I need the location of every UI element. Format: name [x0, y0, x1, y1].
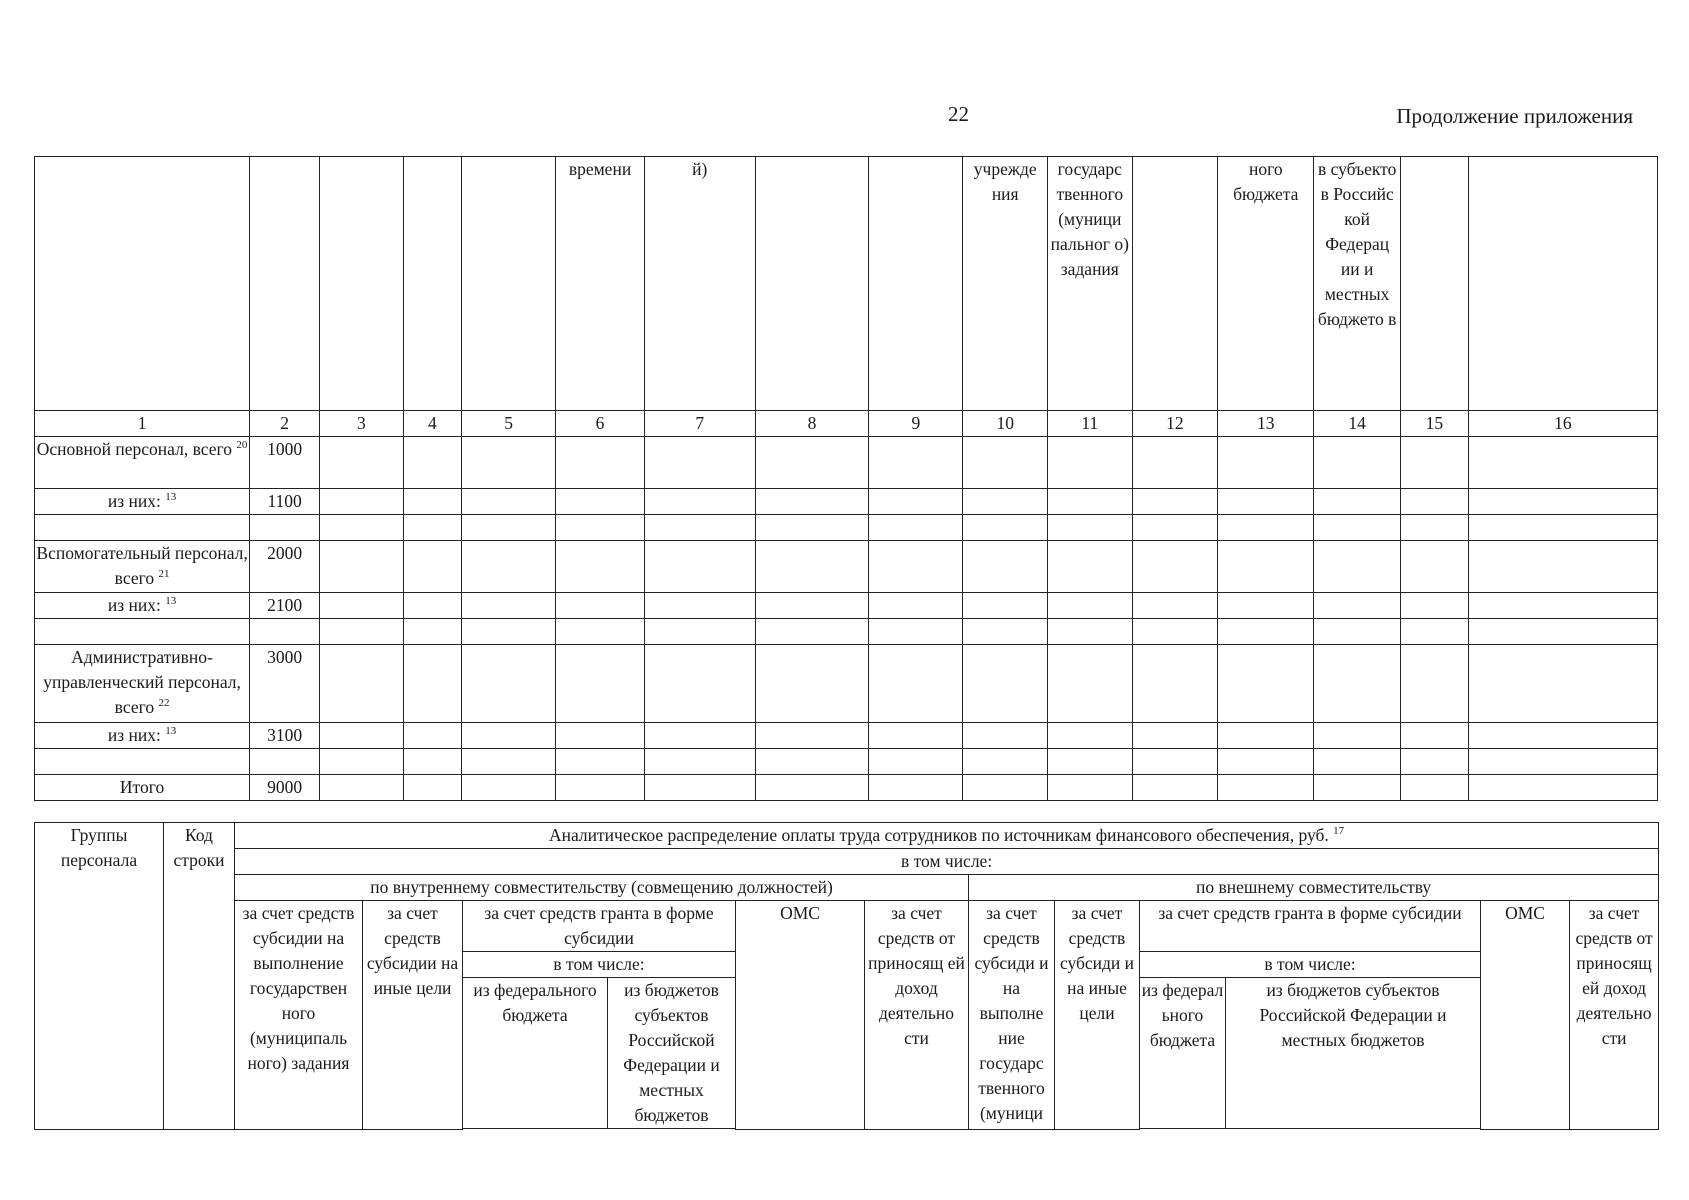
row-code [250, 749, 320, 775]
footnote-ref: 21 [158, 568, 170, 581]
ext-grant-header: за счет средств гранта в форме субсидии [1140, 901, 1481, 952]
empty-cell [403, 749, 461, 775]
internal-header: по внутреннему совместительству (совмещению должностей) [235, 875, 969, 901]
column-number: 7 [644, 411, 755, 437]
table-row [35, 489, 1658, 515]
empty-cell [1048, 515, 1133, 541]
empty-cell [403, 515, 461, 541]
row-label [35, 775, 250, 801]
row-label [35, 723, 250, 749]
empty-cell [320, 593, 404, 619]
int-grant-federal-header: из федерального бюджета [463, 978, 608, 1129]
row-label [35, 489, 250, 515]
main-title [235, 823, 1659, 849]
row-code: 9000 [250, 775, 320, 801]
int-subsidy-other-header: за счет средств субсидии на иные цели [363, 901, 463, 1130]
footnote-ref: 22 [158, 697, 170, 710]
table-row [35, 541, 1658, 593]
empty-cell [644, 489, 755, 515]
empty-cell [1400, 515, 1468, 541]
empty-cell [462, 723, 556, 749]
table-row [35, 749, 1658, 775]
main-title-text: Аналитическое распределение оплаты труда сотрудников по источникам финансового обеспечения, руб. [549, 825, 1329, 845]
empty-cell [1048, 749, 1133, 775]
empty-cell [644, 515, 755, 541]
empty-cell [963, 489, 1048, 515]
table-row [35, 593, 1658, 619]
empty-cell [320, 541, 404, 593]
empty-cell [1468, 775, 1657, 801]
empty-cell [644, 749, 755, 775]
empty-cell [963, 775, 1048, 801]
empty-cell [755, 515, 869, 541]
empty-cell [1218, 541, 1314, 593]
empty-cell [462, 541, 556, 593]
table-row [35, 619, 1658, 645]
empty-cell [1218, 775, 1314, 801]
empty-cell [1468, 541, 1657, 593]
empty-cell [320, 775, 404, 801]
empty-cell [644, 593, 755, 619]
empty-cell [320, 749, 404, 775]
empty-cell [1468, 723, 1657, 749]
empty-cell [755, 775, 869, 801]
empty-cell [1048, 593, 1133, 619]
empty-cell [963, 723, 1048, 749]
empty-cell [1314, 723, 1401, 749]
row-label [35, 515, 250, 541]
empty-cell [869, 541, 963, 593]
row-code: 2000 [250, 541, 320, 593]
header-col-7: й) [644, 157, 755, 411]
empty-cell [869, 645, 963, 723]
empty-cell [755, 593, 869, 619]
table-row [35, 723, 1658, 749]
empty-cell [403, 645, 461, 723]
empty-cell [963, 515, 1048, 541]
empty-cell [1400, 723, 1468, 749]
empty-cell [644, 645, 755, 723]
empty-cell [869, 723, 963, 749]
column-number: 1 [35, 411, 250, 437]
empty-cell [755, 645, 869, 723]
empty-cell [1218, 593, 1314, 619]
empty-cell [320, 489, 404, 515]
column-number: 14 [1314, 411, 1401, 437]
empty-cell [556, 645, 645, 723]
empty-cell [1314, 775, 1401, 801]
empty-cell [1048, 541, 1133, 593]
header-col-6: времени [556, 157, 645, 411]
empty-cell [462, 593, 556, 619]
empty-cell [869, 775, 963, 801]
empty-cell [1314, 749, 1401, 775]
ext-oms-header: ОМС [1481, 901, 1570, 1130]
empty-cell [320, 723, 404, 749]
groups-header: Группы персонала [35, 823, 164, 1130]
int-subsidy-state-header: за счет средств субсидии на выполнение государствен ного (муниципаль ного) задания [235, 901, 363, 1130]
empty-cell [1468, 593, 1657, 619]
empty-cell [1400, 541, 1468, 593]
row-label-text: из них: [107, 595, 161, 615]
empty-cell [644, 541, 755, 593]
empty-cell [556, 515, 645, 541]
column-number: 6 [556, 411, 645, 437]
row-label-text: Административно-управленческий персонал, всего [43, 647, 241, 717]
footnote-ref: 13 [165, 491, 177, 504]
column-number: 12 [1132, 411, 1218, 437]
including-header: в том числе: [235, 849, 1659, 875]
empty-cell [963, 437, 1048, 489]
empty-cell [644, 619, 755, 645]
empty-cell [556, 775, 645, 801]
empty-cell [644, 437, 755, 489]
empty-cell [1132, 437, 1218, 489]
column-number: 9 [869, 411, 963, 437]
external-header: по внешнему совместительству [969, 875, 1659, 901]
int-grant-header: за счет средств гранта в форме субсидии [463, 901, 736, 952]
empty-cell [1048, 645, 1133, 723]
empty-cell [403, 541, 461, 593]
empty-cell [462, 489, 556, 515]
staff-table-continued [34, 156, 1658, 801]
header-col-14: в субъекто в Российс кой Федерац ии и местных бюджето в [1314, 157, 1401, 411]
empty-cell [1314, 489, 1401, 515]
empty-cell [963, 619, 1048, 645]
ext-grant-including: в том числе: [1140, 952, 1481, 978]
footnote-ref: 13 [165, 725, 177, 738]
empty-cell [755, 723, 869, 749]
empty-cell [556, 749, 645, 775]
table-row [35, 775, 1658, 801]
empty-cell [462, 515, 556, 541]
empty-cell [1218, 723, 1314, 749]
empty-cell [1218, 619, 1314, 645]
empty-cell [1400, 489, 1468, 515]
header-col-11: государс твенного (муници пальног о) задания [1048, 157, 1133, 411]
row-label-text: Итого [119, 777, 165, 797]
empty-cell [1218, 645, 1314, 723]
empty-cell [1048, 775, 1133, 801]
empty-cell [1314, 541, 1401, 593]
row-label-text: Вспомогательный персонал, всего [36, 543, 248, 588]
empty-cell [1314, 437, 1401, 489]
empty-cell [1132, 775, 1218, 801]
header-col-13: ного бюджета [1218, 157, 1314, 411]
row-code: 3000 [250, 645, 320, 723]
empty-cell [1132, 723, 1218, 749]
empty-cell [1218, 489, 1314, 515]
empty-cell [869, 749, 963, 775]
empty-cell [556, 489, 645, 515]
empty-cell [320, 515, 404, 541]
row-label [35, 749, 250, 775]
empty-cell [1400, 749, 1468, 775]
empty-cell [462, 645, 556, 723]
empty-cell [963, 541, 1048, 593]
empty-cell [403, 775, 461, 801]
row-label-text: из них: [107, 491, 161, 511]
empty-cell [403, 593, 461, 619]
empty-cell [1048, 619, 1133, 645]
int-grant-regional-header: из бюджетов субъектов Российской Федерации и местных бюджетов [608, 978, 736, 1129]
empty-cell [644, 723, 755, 749]
empty-cell [869, 593, 963, 619]
row-label [35, 645, 250, 723]
empty-cell [1400, 645, 1468, 723]
empty-cell [320, 645, 404, 723]
empty-cell [1400, 775, 1468, 801]
empty-cell [462, 775, 556, 801]
empty-cell [556, 593, 645, 619]
empty-cell [556, 541, 645, 593]
row-label-text: Основной персонал, всего [36, 439, 232, 459]
empty-cell [462, 619, 556, 645]
continuation-label: Продолжение приложения [1396, 104, 1633, 128]
empty-cell [1218, 515, 1314, 541]
empty-cell [1218, 749, 1314, 775]
main-title-note: 17 [1333, 825, 1345, 838]
empty-cell [556, 619, 645, 645]
empty-cell [963, 749, 1048, 775]
int-oms-header: ОМС [736, 901, 865, 1130]
empty-cell [1314, 593, 1401, 619]
row-label [35, 593, 250, 619]
column-number: 11 [1048, 411, 1133, 437]
empty-cell [403, 723, 461, 749]
ext-grant-federal-header: из федерал ьного бюджета [1140, 978, 1226, 1129]
empty-cell [556, 437, 645, 489]
code-header: Код строки [164, 823, 235, 1130]
empty-cell [1468, 489, 1657, 515]
empty-cell [869, 437, 963, 489]
column-number: 5 [462, 411, 556, 437]
table-row [35, 515, 1658, 541]
table-row [35, 437, 1658, 489]
salary-distribution-header-table [34, 822, 1659, 1130]
empty-cell [1048, 489, 1133, 515]
empty-cell [1132, 619, 1218, 645]
empty-cell [1314, 619, 1401, 645]
row-code: 1000 [250, 437, 320, 489]
row-code [250, 619, 320, 645]
empty-cell [869, 489, 963, 515]
footnote-ref: 20 [236, 439, 248, 452]
empty-cell [1132, 593, 1218, 619]
empty-cell [1468, 437, 1657, 489]
column-number: 13 [1218, 411, 1314, 437]
column-number: 15 [1400, 411, 1468, 437]
column-number: 16 [1468, 411, 1657, 437]
empty-cell [320, 437, 404, 489]
empty-cell [1468, 749, 1657, 775]
row-code: 1100 [250, 489, 320, 515]
empty-cell [963, 593, 1048, 619]
empty-cell [755, 541, 869, 593]
empty-cell [320, 619, 404, 645]
column-number-row [35, 411, 1658, 437]
row-code [250, 515, 320, 541]
table-row [35, 645, 1658, 723]
empty-cell [644, 775, 755, 801]
empty-cell [403, 437, 461, 489]
ext-income-header: за счет средств от приносящ ей доход деятельно сти [1570, 901, 1659, 1130]
int-grant-including: в том числе: [463, 952, 736, 978]
empty-cell [1314, 645, 1401, 723]
header-fragment-row [35, 157, 1658, 411]
int-income-header: за счет средств от приносящ ей доход деятельно сти [865, 901, 969, 1130]
empty-cell [1400, 437, 1468, 489]
row-label-text: из них: [107, 725, 161, 745]
footnote-ref: 13 [165, 595, 177, 608]
row-label [35, 619, 250, 645]
empty-cell [755, 489, 869, 515]
empty-cell [462, 749, 556, 775]
empty-cell [1468, 645, 1657, 723]
row-label [35, 541, 250, 593]
empty-cell [1048, 437, 1133, 489]
row-label [35, 437, 250, 489]
header-col-10: учрежде ния [963, 157, 1048, 411]
empty-cell [869, 515, 963, 541]
row-code: 2100 [250, 593, 320, 619]
column-number: 10 [963, 411, 1048, 437]
column-number: 4 [403, 411, 461, 437]
empty-cell [1468, 515, 1657, 541]
ext-subsidy-state-header: за счет средств субсиди и на выполне ние государс твенного (муници [969, 901, 1055, 1130]
empty-cell [1314, 515, 1401, 541]
empty-cell [1218, 437, 1314, 489]
empty-cell [1132, 645, 1218, 723]
empty-cell [1468, 619, 1657, 645]
empty-cell [1400, 619, 1468, 645]
ext-subsidy-other-header: за счет средств субсиди и на иные цели [1055, 901, 1140, 1130]
column-number: 8 [755, 411, 869, 437]
empty-cell [755, 619, 869, 645]
empty-cell [403, 619, 461, 645]
column-number: 2 [250, 411, 320, 437]
empty-cell [755, 749, 869, 775]
empty-cell [1132, 749, 1218, 775]
empty-cell [755, 437, 869, 489]
empty-cell [556, 723, 645, 749]
empty-cell [1132, 515, 1218, 541]
empty-cell [462, 437, 556, 489]
empty-cell [1400, 593, 1468, 619]
row-code: 3100 [250, 723, 320, 749]
ext-grant-regional-header: из бюджетов субъектов Российской Федерации и местных бюджетов [1226, 978, 1481, 1129]
empty-cell [1048, 723, 1133, 749]
data-rows [35, 437, 1658, 801]
empty-cell [403, 489, 461, 515]
empty-cell [963, 645, 1048, 723]
empty-cell [1132, 489, 1218, 515]
page-number: 22 [948, 102, 969, 126]
empty-cell [1132, 541, 1218, 593]
empty-cell [869, 619, 963, 645]
column-number: 3 [320, 411, 404, 437]
